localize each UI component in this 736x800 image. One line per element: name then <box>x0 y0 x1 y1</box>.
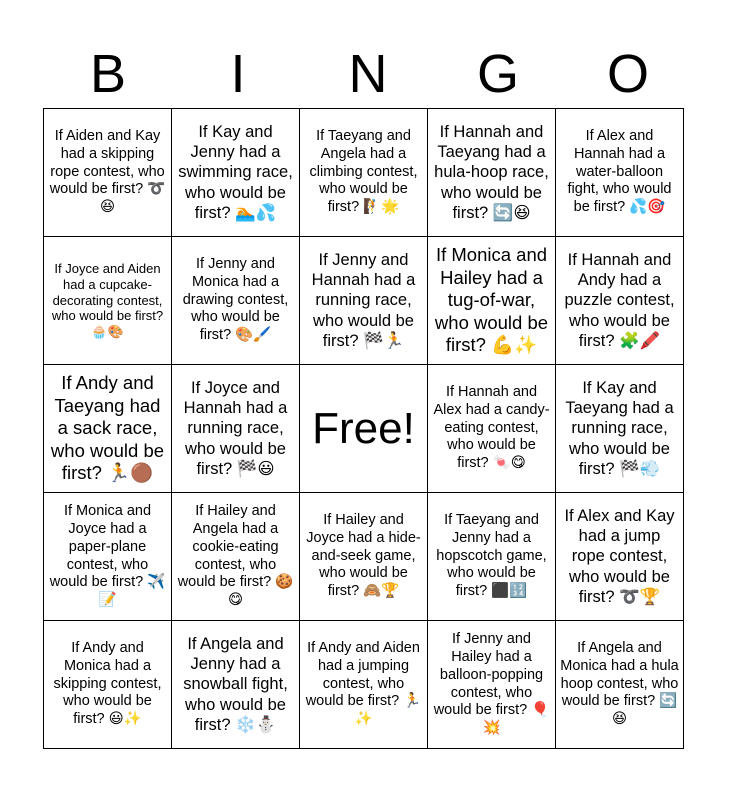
bingo-cell[interactable]: If Hailey and Joyce had a hide-and-seek game, who would be first? 🙈🏆 <box>300 493 428 621</box>
bingo-cell[interactable]: If Taeyang and Angela had a climbing contest, who would be first? 🧗🌟 <box>300 109 428 237</box>
bingo-cell[interactable]: If Angela and Monica had a hula hoop contest, who would be first? 🔄😆 <box>556 621 684 749</box>
bingo-cell[interactable]: If Jenny and Hannah had a running race, who would be first? 🏁🏃 <box>300 237 428 365</box>
bingo-cell[interactable]: If Joyce and Aiden had a cupcake-decorating contest, who would be first? 🧁🎨 <box>44 237 172 365</box>
header-letter-o: O <box>606 44 649 104</box>
bingo-cell[interactable]: If Kay and Taeyang had a running race, who would be first? 🏁💨 <box>556 365 684 493</box>
bingo-board <box>43 108 684 749</box>
board-row <box>44 365 684 493</box>
bingo-cell[interactable]: If Jenny and Hailey had a balloon-popping contest, who would be first? 🎈💥 <box>428 621 556 749</box>
bingo-cell[interactable]: If Jenny and Monica had a drawing contest, who would be first? 🎨🖌️ <box>172 237 300 365</box>
bingo-cell[interactable]: If Hannah and Andy had a puzzle contest, who would be first? 🧩🖍️ <box>556 237 684 365</box>
bingo-cell[interactable]: If Monica and Joyce had a paper-plane contest, who would be first? ✈️📝 <box>44 493 172 621</box>
bingo-cell[interactable]: If Kay and Jenny had a swimming race, who would be first? 🏊💦 <box>172 109 300 237</box>
bingo-cell[interactable]: If Joyce and Hannah had a running race, who would be first? 🏁😃 <box>172 365 300 493</box>
bingo-cell[interactable]: If Monica and Hailey had a tug-of-war, who would be first? 💪✨ <box>428 237 556 365</box>
header-letter-b: B <box>89 44 127 104</box>
board-row <box>44 237 684 365</box>
header-letter-n: N <box>348 44 388 104</box>
header-letter-g: G <box>476 44 519 104</box>
bingo-cell[interactable]: If Hailey and Angela had a cookie-eating contest, who would be first? 🍪😋 <box>172 493 300 621</box>
board-row <box>44 621 684 749</box>
bingo-cell[interactable]: If Andy and Taeyang had a sack race, who would be first? 🏃🟤 <box>44 365 172 493</box>
bingo-cell[interactable]: If Aiden and Kay had a skipping rope contest, who would be first? ➰😆 <box>44 109 172 237</box>
board-row <box>44 109 684 237</box>
header-letter-i: I <box>230 44 246 104</box>
bingo-cell[interactable]: If Hannah and Alex had a candy-eating contest, who would be first? 🍬😋 <box>428 365 556 493</box>
bingo-cell[interactable]: If Andy and Aiden had a jumping contest, who would be first? 🏃✨ <box>300 621 428 749</box>
bingo-cell[interactable]: If Alex and Hannah had a water-balloon fight, who would be first? 💦🎯 <box>556 109 684 237</box>
bingo-header <box>43 40 693 108</box>
bingo-cell[interactable]: If Hannah and Taeyang had a hula-hoop race, who would be first? 🔄😆 <box>428 109 556 237</box>
bingo-cell[interactable]: If Andy and Monica had a skipping contest, who would be first? 😃✨ <box>44 621 172 749</box>
bingo-cell[interactable]: If Alex and Kay had a jump rope contest, who would be first? ➰🏆 <box>556 493 684 621</box>
board-row <box>44 493 684 621</box>
free-space[interactable]: Free! <box>300 365 428 493</box>
bingo-cell[interactable]: If Angela and Jenny had a snowball fight, who would be first? ❄️⛄ <box>172 621 300 749</box>
bingo-cell[interactable]: If Taeyang and Jenny had a hopscotch game, who would be first? ⬛🔢 <box>428 493 556 621</box>
